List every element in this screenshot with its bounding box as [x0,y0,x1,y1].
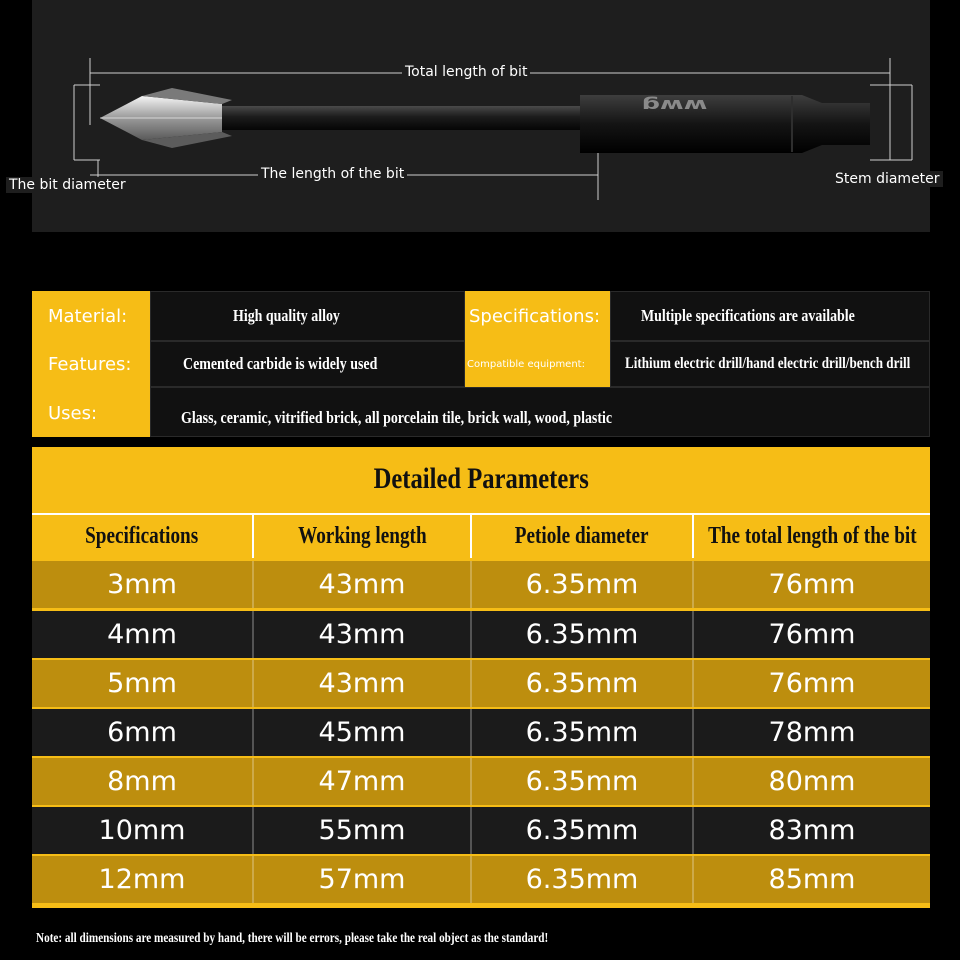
cell-total-length: 83mm [692,807,930,854]
header-specifications-text: Specifications [85,523,199,549]
material-label: Material: [32,291,150,341]
features-value [150,341,465,387]
header-total-length [692,513,930,558]
features-label: Features: [32,341,150,387]
cell-spec: 6mm [107,717,177,748]
material-value-text: High quality alloy [233,306,340,325]
cell-total-length: 76mm [692,561,930,608]
cell-spec: 3mm [107,569,177,600]
total-length-label: Total length of bit [402,64,530,80]
compatible-value-text: Lithium electric drill/hand electric drill/bench drill [625,355,911,372]
uses-label: Uses: [32,387,150,437]
cell-petiole-diameter: 6.35mm [470,660,692,707]
cell-spec: 12mm [98,864,186,895]
header-working-length [252,513,470,558]
cell-working-length: 45mm [252,709,470,756]
header-specifications [32,513,252,558]
cell-working-length: 43mm [252,611,470,658]
table-row [32,758,930,805]
cell-total-length: 76mm [692,660,930,707]
material-value [150,291,465,341]
cell-total-length: 76mm [692,611,930,658]
measurement-note: Note: all dimensions are measured by hand, there will be errors, please take the real object as the standard! [36,931,549,946]
cell-working-length: 57mm [252,856,470,903]
features-value-text: Cemented carbide is widely used [183,354,378,373]
cell-working-length: 43mm [252,561,470,608]
table-row [32,611,930,658]
specifications-label: Specifications: [465,291,610,341]
cell-working-length: 47mm [252,758,470,805]
table-row [32,561,930,608]
parameters-title [32,447,930,511]
cell-total-length: 78mm [692,709,930,756]
specifications-value [610,291,930,341]
cell-spec: 5mm [107,668,177,699]
parameters-title-text: Detailed Parameters [373,462,589,495]
stem-diameter-label: Stem diameter [832,171,943,187]
cell-petiole-diameter: 6.35mm [470,758,692,805]
bit-length-label: The length of the bit [258,166,407,182]
uses-value [150,387,930,437]
cell-spec: 4mm [107,619,177,650]
cell-spec: 10mm [98,815,186,846]
cell-petiole-diameter: 6.35mm [470,611,692,658]
specifications-value-text: Multiple specifications are available [641,306,855,325]
cell-working-length: 55mm [252,807,470,854]
cell-petiole-diameter: 6.35mm [470,807,692,854]
shank-marking: wwg [641,96,708,115]
uses-value-text: Glass, ceramic, vitrified brick, all porcelain tile, brick wall, wood, plastic [181,408,613,427]
compatible-value [610,341,930,387]
cell-total-length: 85mm [692,856,930,903]
header-petiole-diameter-text: Petiole diameter [515,523,649,549]
cell-petiole-diameter: 6.35mm [470,856,692,903]
table-row [32,807,930,854]
cell-working-length: 43mm [252,660,470,707]
drill-bit-illustration [32,0,930,232]
cell-spec: 8mm [107,766,177,797]
table-row [32,660,930,707]
table-row [32,709,930,756]
cell-petiole-diameter: 6.35mm [470,709,692,756]
header-working-length-text: Working length [297,523,427,549]
table-row [32,856,930,903]
cell-total-length: 80mm [692,758,930,805]
parameters-table [32,447,930,908]
header-petiole-diameter [470,513,692,558]
compatible-label: Compatible equipment: [465,341,610,387]
drill-bit-diagram [9,0,940,232]
header-total-length-text: The total length of the bit [707,523,917,549]
bit-diameter-label: The bit diameter [6,177,129,193]
cell-petiole-diameter: 6.35mm [470,561,692,608]
